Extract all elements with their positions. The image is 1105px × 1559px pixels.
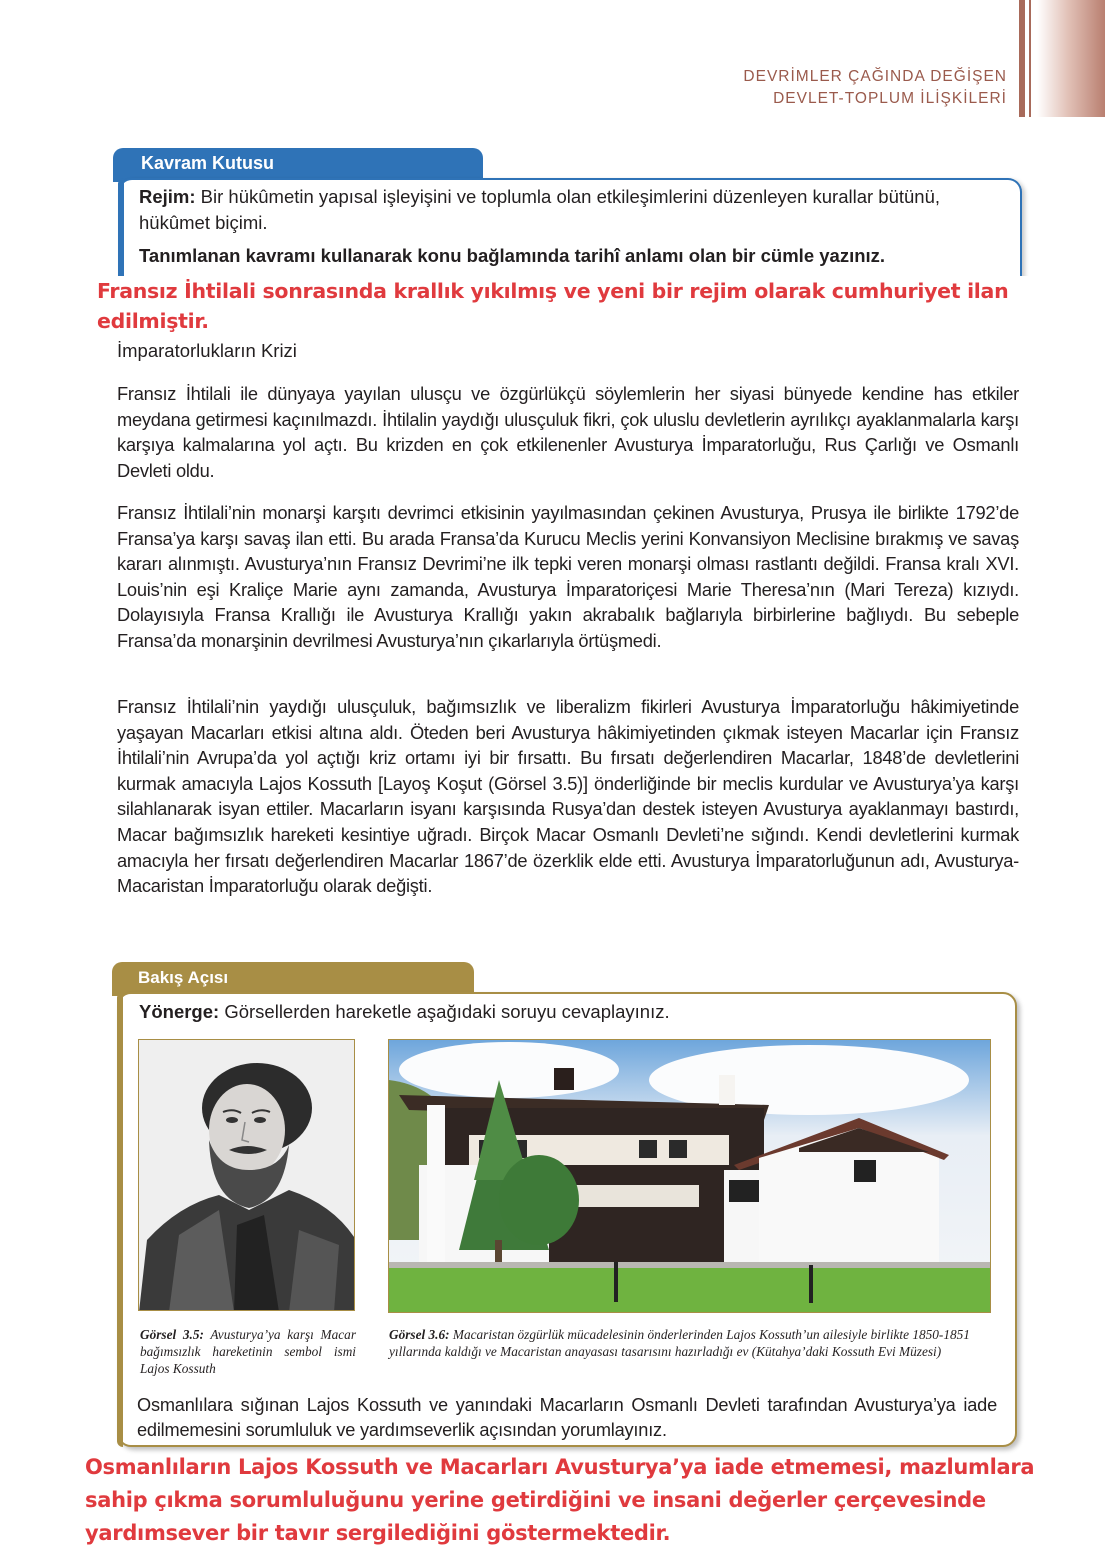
section-title: İmparatorlukların Krizi [117, 340, 297, 361]
figure-portrait-kossuth [138, 1039, 355, 1311]
kavram-task: Tanımlanan kavramı kullanarak konu bağlamında tarihî anlamı olan bir cümle yazınız. [139, 245, 886, 266]
figure-caption-3-5 [140, 1326, 356, 1377]
bakis-acisi-tab: Bakış Açısı [112, 962, 474, 996]
header-rule [1019, 0, 1025, 117]
kavram-term: Rejim: [139, 186, 196, 207]
caption-label: Görsel 3.6: [389, 1327, 450, 1342]
running-header-line2: DEVLET-TOPLUM İLİŞKİLERİ [773, 90, 1007, 107]
running-header-line1: DEVRİMLER ÇAĞINDA DEĞİŞEN [743, 68, 1007, 85]
bakis-instruction [139, 1001, 670, 1023]
kavram-kutusu-tab: Kavram Kutusu [113, 148, 483, 182]
kavram-definition [139, 184, 1009, 236]
caption-text: Avusturya’ya karşı Macar bağımsızlık hareketinin sembol ismi Lajos Kossuth [140, 1327, 357, 1376]
body-paragraph: Fransız İhtilali ile dünyaya yayılan ulusçu ve özgürlükçü söylemlerin her siyasi bünyede kendine has etkiler meydana getirmesi kaçınılmazdı. İhtilalin yaydığı ulusçuluk fikri, çok uluslu devletlerin ayrılıkçı ayaklanmalarla karşı karşıya kalmalarına yol açtı. Bu krizden en çok etkilenenler Avusturya İmparatorluğu, Rus Çarlığı ve Osmanlı Devleti oldu. [117, 383, 1019, 481]
house-photo-illustration-icon [389, 1040, 991, 1313]
instruction-text: Görsellerden hareketle aşağıdaki soruyu cevaplayınız. [219, 1001, 670, 1022]
caption-label: Görsel 3.5: [140, 1327, 204, 1342]
caption-text: Macaristan özgürlük mücadelesinin önderlerinden Lajos Kossuth’un ailesiyle birlikte 1850-1851 yıllarında kaldığı ve Macaristan anayasası tasarısını hazırladığı ev (Kütahya’daki Kossuth Evi Müzesi) [389, 1327, 970, 1359]
figure-kossuth-house [388, 1039, 991, 1313]
body-paragraph: Fransız İhtilali’nin yaydığı ulusçuluk, bağımsızlık ve liberalizm fikirleri Avusturya İmparatorluğu hâkimiyetinde yaşayan Macarları etkisi altına aldı. Öteden beri Avusturya hâkimiyetinden çıkmak isteyen Macarlar için Fransız İhtilali’nin Avrupa’da yol açtığı kriz ortamı iyi bir fırsattı. Bu fırsatı değerlendiren Macarlar, 1848’de devletlerini kurmak amacıyla Lajos Kossuth [Layoş Koşut (Görsel 3.5)] önderliğinde bir meclis kurdular ve Avusturya’ya karşı silahlanarak isyan ettiler. Macarların isyanı karşısında Rusya’dan destek isteyen Avusturya ayaklanmayı bastırdı, Macar bağımsızlık hareketi kesintiye uğradı. Birçok Macar Osmanlı Devleti’ne sığındı. Kendi devletlerini kurmak amacıyla her fırsatı değerlendiren Macarlar 1867’de özerklik elde etti. Avusturya İmparatorluğunun adı, Avusturya-Macaristan İmparatorluğu olarak değişti. [117, 696, 1019, 897]
header-rule-thin [1029, 0, 1031, 117]
portrait-illustration-icon [139, 1040, 355, 1311]
body-paragraph: Fransız İhtilali’nin monarşi karşıtı devrimci etkisinin yayılmasından çekinen Avusturya, Prusya ile birlikte 1792’de Fransa’ya karşı savaş ilan etti. Bu arada Fransa’da Kurucu Meclis yerini Konvansiyon Meclisine bırakmış ve savaş kararı alınmıştı. Avusturya’nın Fransız Devrimi’ne ilk tepki veren monarşi olması rastlantı değildi. Fransa kralı XVI. Louis’nin eşi Kraliçe Marie aynı zamanda, Avusturya İmparatoriçesi Marie Theresa’nın (Mari Tereza) kızıydı. Dolayısıyla Fransa Krallığı ile Avusturya Krallığı yakın akrabalık bağlarıyla birbirlerine bağlıydı. Bu sebeple Fransa’da monarşinin devrilmesi Avusturya’nın çıkarlarıyla örtüşmedi. [117, 502, 1019, 651]
handwritten-answer-2: Osmanlıların Lajos Kossuth ve Macarları Avusturya’ya iade etmemesi, mazlumlara sahip çıkma sorumluluğunu yerine getirdiğini ve insani değerler çerçevesinde yardımsever bir tavır sergilediğini göstermektedir. [85, 1455, 1035, 1545]
running-header [743, 66, 1007, 110]
figure-caption-3-6 [389, 1326, 1009, 1360]
instruction-label: Yönerge: [139, 1001, 220, 1022]
kavram-definition-text: Bir hükûmetin yapısal işleyişini ve toplumla olan etkileşimlerini düzenleyen kurallar bütünü, hükûmet biçimi. [139, 186, 941, 233]
bakis-question: Osmanlılara sığınan Lajos Kossuth ve yanındaki Macarların Osmanlı Devleti tarafından Avusturya’ya iade edilmemesini sorumluluk ve yardımseverlik açısından yorumlayınız. [137, 1395, 997, 1440]
handwritten-answer-1: Fransız İhtilali sonrasında krallık yıkılmış ve yeni bir rejim olarak cumhuriyet ilan edilmiştir. [97, 276, 1032, 336]
header-gradient-block [1037, 0, 1105, 117]
